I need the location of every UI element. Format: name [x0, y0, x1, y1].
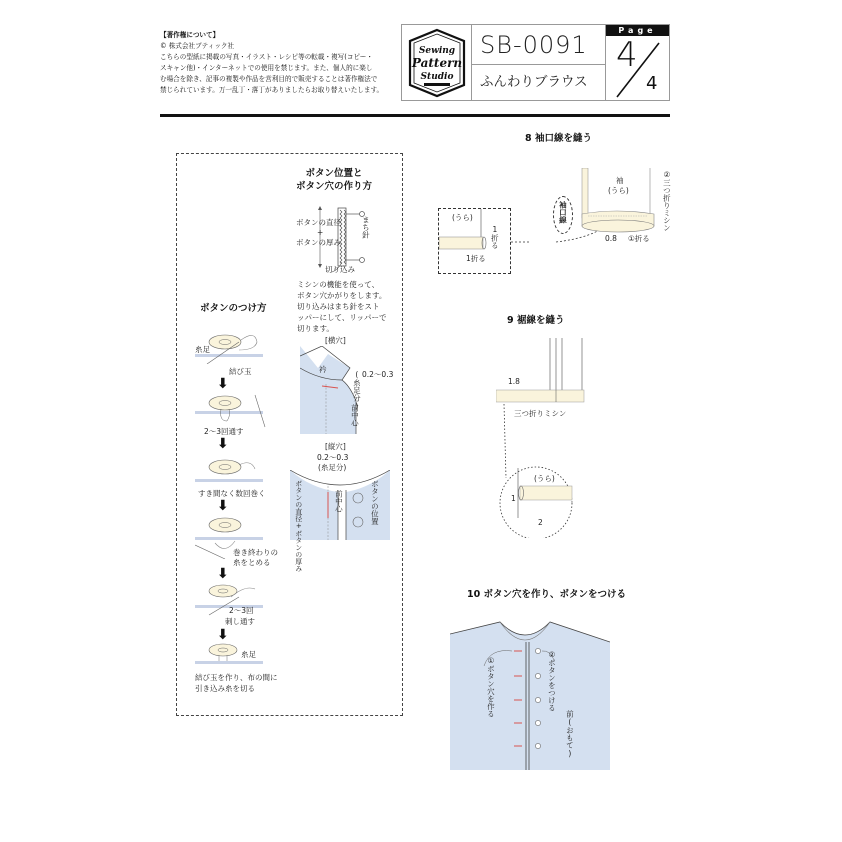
page-total: 4: [646, 73, 658, 94]
step8-measure: 0.8: [605, 234, 617, 243]
vertical-diameter-thickness: ボタンの直径+ボタンの厚み: [294, 480, 303, 572]
step10-front-label: 前(おもて): [565, 710, 575, 758]
step10-blouse-diagram: [450, 620, 610, 770]
diameter-label: ボタンの直径: [296, 218, 341, 227]
step8-detail-wrong-side: (うら): [452, 213, 473, 222]
step2-label: 2〜3回通す: [204, 427, 244, 436]
step1-label-knot: 結び玉: [229, 367, 252, 376]
arrow-down-icon: ⬇: [217, 566, 229, 582]
copyright-line: スキャン他)・インターネットでの使用を禁じます。また、個人的に楽し: [160, 64, 373, 72]
arrow-down-icon: ⬇: [217, 436, 229, 452]
button-attach-title: ボタンのつけ方: [200, 303, 267, 314]
arrow-down-icon: ⬇: [217, 376, 229, 392]
vertical-button-position: ボタンの位置: [370, 480, 380, 525]
svg-text:Pattern: Pattern: [411, 56, 463, 70]
step9-detail-fold2: 2: [538, 518, 543, 527]
logo-badge-icon: [402, 25, 472, 100]
plus-sign: +: [317, 228, 324, 237]
horizontal-center-front: 前中心: [350, 404, 360, 427]
step8-detail-fold-b: 1折る: [466, 254, 486, 263]
step10-attach-label: ②ボタンをつける: [547, 650, 557, 712]
header-divider: [160, 114, 670, 117]
attach-step3-diagram: [195, 455, 265, 487]
step8-hem-line-callout: [553, 196, 573, 234]
button-position-title: ボタン位置と ボタン穴の作り方: [296, 168, 373, 192]
step1-label-shank: 糸足: [195, 345, 210, 354]
arrow-down-icon: ⬇: [217, 627, 229, 643]
step4-label-line1: 巻き終わりの: [233, 548, 278, 557]
step9-stitch-label: 三つ折りミシン: [514, 409, 567, 418]
svg-text:Sewing: Sewing: [418, 46, 456, 56]
step8-detail-diagram: [439, 209, 512, 275]
page-indicator: [606, 25, 669, 100]
step9-title: 9 裾線を縫う: [507, 315, 565, 326]
copyright-line: © 株式会社ブティック社: [160, 42, 235, 50]
product-code: SB-0091: [472, 25, 606, 65]
vertical-hole-title: [縦穴]: [325, 442, 346, 451]
step8-stitch-label: ②三つ折りミシン: [662, 170, 672, 232]
product-name: ふんわりブラウス: [472, 65, 606, 100]
attach-final-note: 結び玉を作り、布の間に 引き込み糸を切る: [195, 673, 278, 693]
step8-title: 8 袖口線を縫う: [525, 133, 592, 144]
title-block: [401, 24, 670, 101]
page-current: 4: [616, 35, 638, 75]
step8-hem-line-label: 袖口線: [558, 201, 568, 224]
vertical-shank: (糸足分): [318, 463, 347, 472]
attach-step2-diagram: [195, 393, 270, 428]
horizontal-measure: 0.2〜0.3: [362, 370, 394, 379]
step5-label-line1: 2〜3回: [229, 606, 254, 615]
copyright-line: 禁じられています。万一乱丁・落丁がありましたらお取り替えいたします。: [160, 86, 384, 94]
step8-detail-box: [438, 208, 511, 274]
slit-label: 切り込み: [325, 265, 355, 274]
step8-detail-fold-a: 1折る: [490, 225, 500, 249]
vertical-measure: 0.2〜0.3: [317, 453, 349, 462]
step9-detail-wrong-side: (うら): [534, 474, 555, 483]
copyright-line: む場合を除き、記事の複製や作品を営利目的で販売することは著作権法で: [160, 75, 378, 83]
horizontal-shank: (糸足分): [352, 370, 362, 411]
copyright-title: 【著作権について】: [160, 31, 220, 39]
step10-make-holes-label: ①ボタン穴を作る: [486, 656, 496, 718]
svg-text:Studio: Studio: [420, 72, 454, 82]
step8-sleeve-wrong: (うら): [608, 186, 629, 195]
vertical-center-front: 前中心: [334, 490, 344, 513]
thickness-label: ボタンの厚み: [296, 238, 341, 247]
step3-label: すき間なく数回巻く: [198, 489, 266, 498]
step9-hem-diagram: [496, 338, 588, 538]
step5-label-line2: 刺し通す: [225, 617, 255, 626]
copyright-line: こちらの型紙に掲載の写真・イラスト・レシピ等の転載・複写(コピー・: [160, 53, 373, 61]
pin-label: まち針: [361, 216, 371, 239]
copyright-notice: [160, 30, 400, 96]
step10-title: 10 ボタン穴を作り、ボタンをつける: [467, 589, 627, 600]
buttonhole-description: ミシンの機能を使って、 ボタン穴かがりをします。 切り込みはまち針をスト ッパーにして、リッパーで 切ります。: [297, 280, 387, 333]
horizontal-hole-title: [横穴]: [325, 336, 346, 345]
step6-label: 糸足: [241, 650, 256, 659]
collar-label: 衿: [319, 365, 327, 374]
logo: [402, 25, 472, 100]
page-label: Page: [606, 25, 669, 36]
step9-measure: 1.8: [508, 377, 520, 386]
step9-detail-fold1: 1: [511, 494, 516, 503]
step4-label-line2: 糸をとめる: [233, 558, 271, 567]
arrow-down-icon: ⬇: [217, 498, 229, 514]
step8-fold-label: ①折る: [628, 234, 650, 243]
step8-sleeve-label: 袖: [616, 176, 624, 185]
